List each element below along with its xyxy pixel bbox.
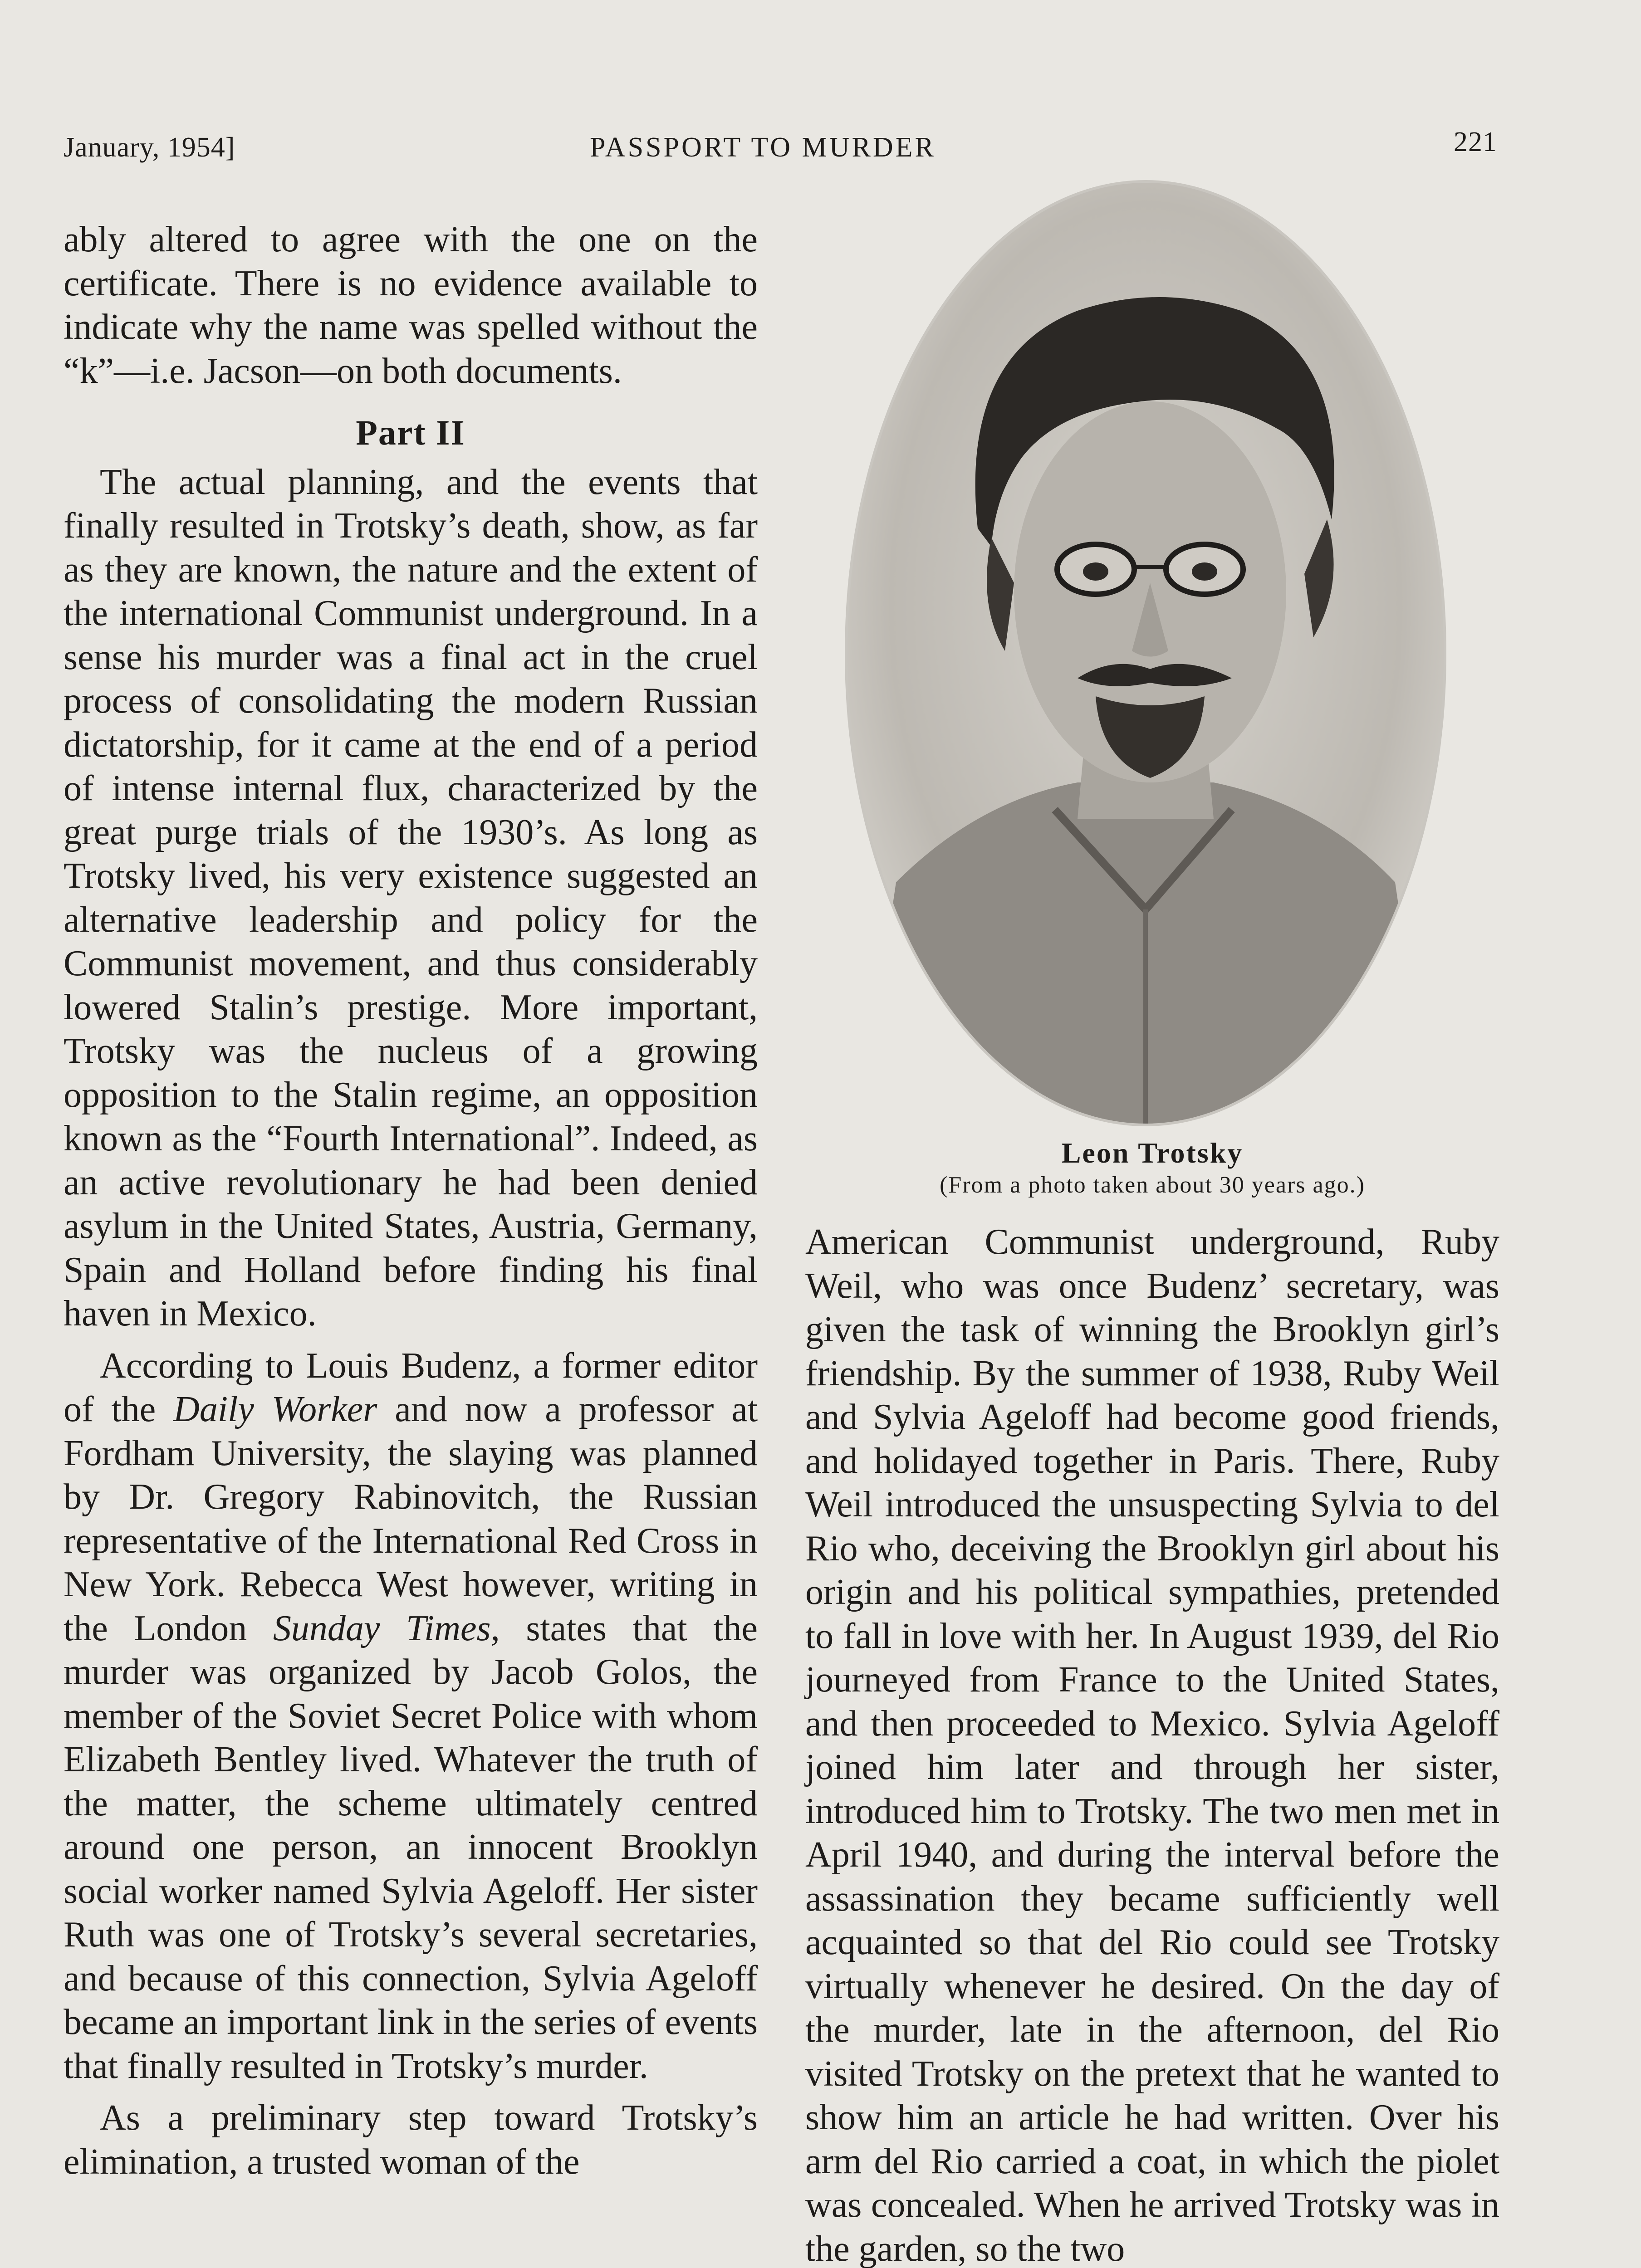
figure-caption-title: Leon Trotsky (1061, 1137, 1244, 1169)
section-heading: Part II (356, 413, 465, 452)
paragraph (64, 1344, 758, 2088)
paragraph: The actual planning, and the events that finally resulted in Trotsky’s death, show, as far as they are known, the nature and the extent of the international Communist underground. In a sense his murder was a final act in the cruel process of consolidating the modern Russian dictatorship, for it came at the end of a period of intense internal flux, characterized by the great purge trials of the 1930’s. As long as Trotsky lived, his very existence suggested an alternative leadership and policy for the Communist movement, and thus considerably lowered Stalin’s prestige. More important, Trotsky was the nucleus of a growing opposition to the Stalin regime, an opposition known as the “Fourth International”. Indeed, as an active revolutionary he had been denied asylum in the United States, Austria, Germany, Spain and Holland before finding his final haven in Mexico. (64, 462, 758, 1334)
portrait-photo (842, 175, 1450, 1132)
publication-name: Daily Worker (173, 1389, 377, 1429)
paragraph: American Communist underground, Ruby Weil, who was once Budenz’ secretary, was given the task of winning the Brooklyn girl’s friendship. By the summer of 1938, Ruby Weil and Sylvia Ageloff had become good friends, and holidayed together in Paris. There, Ruby Weil introduced the unsuspecting Sylvia to del Rio who, deceiving the Brooklyn girl about his origin and his political sympathies, pretended to fall in love with her. In August 1939, del Rio journeyed from France to the United States, and then proceeded to Mexico. Sylvia Ageloff joined him later and through her sister, introduced him to Trotsky. The two men met in April 1940, and during the interval before the assassination they became sufficiently well acquainted so that del Rio could see Trotsky virtually whenever he desired. On the day of the murder, late in the afternoon, del Rio visited Trotsky on the pretext that he wanted to show him an article he had written. Over his arm del Rio carried a coat, in which the piolet was concealed. When he arrived Trotsky was in the garden, so the two (805, 1222, 1499, 2268)
text-run: and now a professor at Fordham University, the slaying was planned by Dr. Gregory Rabinovitch, the Russian representative of the International Red Cross in New York. Rebecca West however, writing in the London (64, 1389, 758, 1648)
right-column (805, 1220, 1499, 2268)
running-head (64, 127, 1497, 168)
page-number: 221 (1454, 127, 1497, 157)
publication-name: Sunday Times (273, 1608, 491, 1648)
issue-date: January, 1954] (64, 132, 235, 163)
text-run: According to Louis Budenz, a former editor of the (64, 1345, 758, 1429)
article-title: PASSPORT TO MURDER (590, 132, 936, 163)
paragraph: ably altered to agree with the one on the certificate. There is no evidence available to indicate why the name was spelled without the “k”—i.e. Jacson—on both documents. (64, 220, 758, 391)
left-column (64, 218, 758, 2192)
paragraph: As a preliminary step toward Trotsky’s elimination, a trusted woman of the (64, 2098, 758, 2182)
figure-caption-subtitle: (From a photo taken about 30 years ago.) (940, 1172, 1365, 1198)
text-run: , states that the murder was organized by Jacob Golos, the member of the Soviet Secret Police with whom Elizabeth Bentley lived. Whatever the truth of the matter, the scheme ultimately centred around one person, an innocent Brooklyn social worker named Sylvia Ageloff. Her sister Ruth was one of Trotsky’s several secretaries, and because of this connection, Sylvia Ageloff became an important link in the series of events that finally resulted in Trotsky’s murder. (64, 1608, 758, 2086)
